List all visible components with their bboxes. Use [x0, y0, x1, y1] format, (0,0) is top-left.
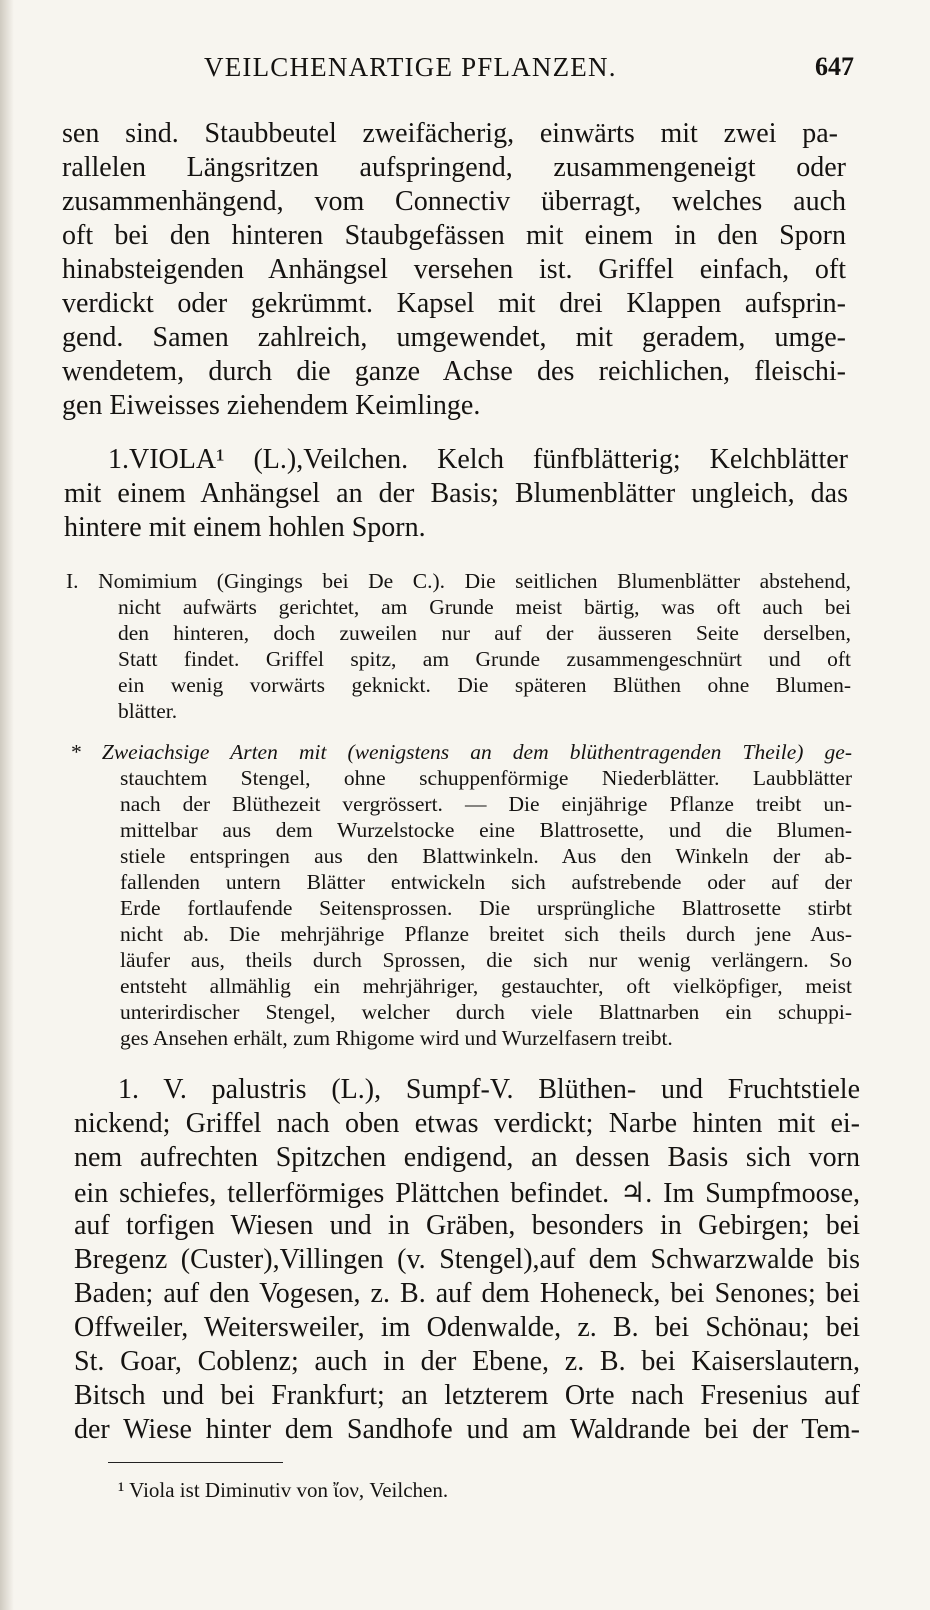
species-line: nem aufrechten Spitzchen endigend, an dessen Basis sich vorn [74, 1142, 860, 1173]
group-line: unterirdischer Stengel, welcher durch viele Blattnarben ein schuppi- [120, 1000, 852, 1024]
page-number: 647 [815, 52, 854, 81]
species-line: St. Goar, Coblenz; auch in der Ebene, z. B. bei Kaiserslautern, [74, 1346, 860, 1377]
group-line: fallenden untern Blätter entwickeln sich aufstrebende oder auf der [120, 870, 852, 894]
species-line: Baden; auf den Vogesen, z. B. auf dem Hoheneck, bei Senones; bei [74, 1278, 860, 1309]
section-line: blätter. [118, 699, 178, 723]
species-line: der Wiese hinter dem Sandhofe und am Waldrande bei der Tem- [74, 1414, 860, 1445]
text-line: rallelen Längsritzen aufspringend, zusammengeneigt oder [62, 152, 846, 183]
genus-line: mit einem Anhängsel an der Basis; Blumenblätter ungleich, das [64, 478, 848, 509]
page-header [64, 52, 854, 92]
text-line: hinabsteigenden Anhängsel versehen ist. Griffel einfach, oft [62, 254, 846, 285]
text-line: zusammenhängend, vom Connectiv überragt, welches auch [62, 186, 846, 217]
text-line: gen Eiweisses ziehendem Keimlinge. [62, 390, 481, 421]
footnote: ¹ Viola ist Diminutiv von ἴον, Veilchen. [118, 1478, 449, 1502]
page-edge-shadow [0, 0, 14, 1610]
group-line: nicht ab. Die mehrjährige Pflanze breitet sich theils durch jene Aus- [120, 922, 852, 946]
group-line: ges Ansehen erhält, zum Rhigome wird und Wurzelfasern treibt. [120, 1026, 673, 1050]
text-line: sen sind. Staubbeutel zweifächerig, einwärts mit zwei pa- [62, 118, 838, 149]
section-line: nicht aufwärts gerichtet, am Grunde meist bärtig, was oft auch bei [118, 595, 851, 619]
group-line: stiele entspringen aus den Blattwinkeln. Aus den Winkeln der ab- [120, 844, 852, 868]
species-line: ein schiefes, tellerförmiges Plättchen befindet. ♃. Im Sumpfmoose, [74, 1178, 860, 1209]
text-line: verdickt oder gekrümmt. Kapsel mit drei Klappen aufsprin- [62, 288, 846, 319]
text-line: gend. Samen zahlreich, umgewendet, mit geradem, umge- [62, 322, 846, 353]
text-line: oft bei den hinteren Staubgefässen mit einem in den Sporn [62, 220, 846, 251]
genus-line: 1.VIOLA¹ (L.),Veilchen. Kelch fünfblätterig; Kelchblätter [108, 444, 848, 475]
species-line: nickend; Griffel nach oben etwas verdickt; Narbe hinten mit ei- [74, 1108, 860, 1139]
group-line: mittelbar aus dem Wurzelstocke eine Blattrosette, und die Blumen- [120, 818, 852, 842]
species-line: auf torfigen Wiesen und in Gräben, besonders in Gebirgen; bei [74, 1210, 860, 1241]
footnote-rule [108, 1462, 283, 1463]
group-line: läufer aus, theils durch Sprossen, die sich nur wenig verlängern. So [120, 948, 852, 972]
group-line: entsteht allmählig ein mehrjähriger, gestauchter, oft vielköpfiger, meist [120, 974, 852, 998]
section-line: Statt findet. Griffel spitz, am Grunde zusammengeschnürt und oft [118, 647, 851, 671]
group-line: Erde fortlaufende Seitensprossen. Die ursprüngliche Blattrosette stirbt [120, 896, 852, 920]
section-line: I. Nomimium (Gingings bei De C.). Die seitlichen Blumenblätter abstehend, [66, 569, 851, 593]
group-line: stauchtem Stengel, ohne schuppenförmige Niederblätter. Laubblätter [120, 766, 852, 790]
section-line: ein wenig vorwärts geknickt. Die späteren Blüthen ohne Blumen- [118, 673, 851, 697]
group-line: * Zweiachsige Arten mit (wenigstens an dem blüthentragenden Theile) ge- [70, 740, 852, 764]
running-head: VEILCHENARTIGE PFLANZEN. [204, 52, 617, 82]
species-line: Offweiler, Weitersweiler, im Odenwalde, z. B. bei Schönau; bei [74, 1312, 860, 1343]
group-line: nach der Blüthezeit vergrössert. — Die einjährige Pflanze treibt un- [120, 792, 852, 816]
genus-line: hintere mit einem hohlen Sporn. [64, 512, 426, 543]
species-line: Bregenz (Custer),Villingen (v. Stengel),auf dem Schwarzwalde bis [74, 1244, 860, 1275]
species-line: Bitsch und bei Frankfurt; an letzterem Orte nach Fresenius auf [74, 1380, 860, 1411]
text-line: wendetem, durch die ganze Achse des reichlichen, fleischi- [62, 356, 846, 387]
species-line: 1. V. palustris (L.), Sumpf-V. Blüthen- und Fruchtstiele [118, 1074, 860, 1105]
section-line: den hinteren, doch zuweilen nur auf der äusseren Seite derselben, [118, 621, 851, 645]
